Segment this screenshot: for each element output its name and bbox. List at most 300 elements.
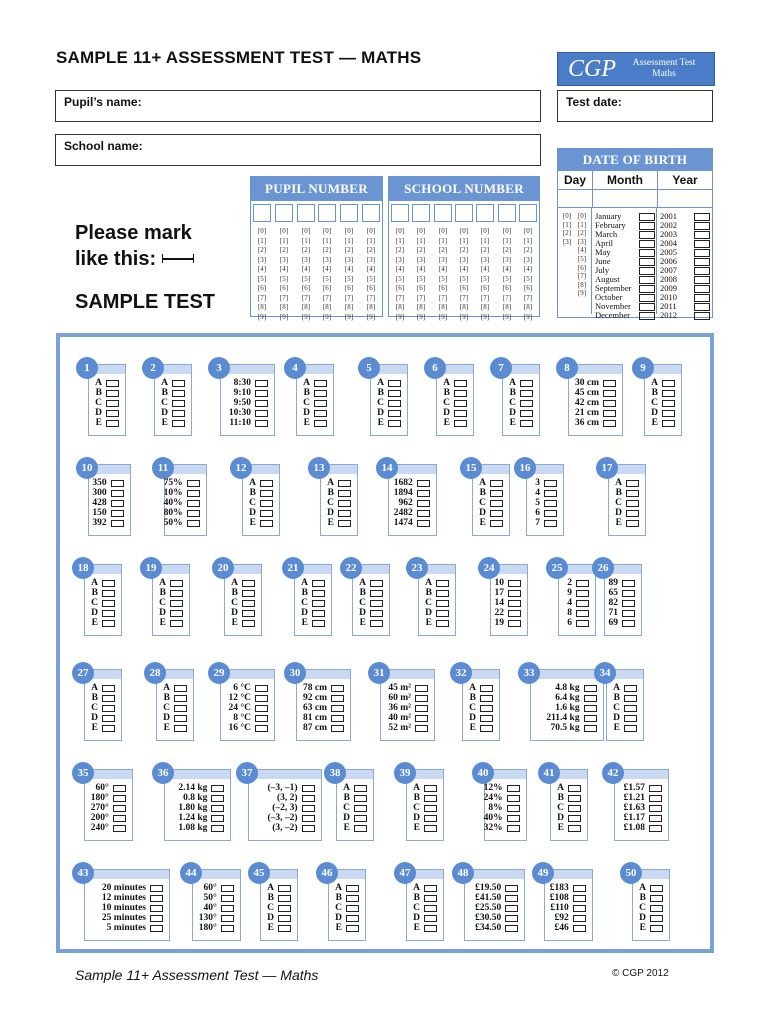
option-checkbox[interactable]	[490, 520, 503, 527]
answer-option[interactable]	[567, 598, 589, 608]
option-checkbox[interactable]	[338, 500, 351, 507]
digit-bubble[interactable]: [2]	[577, 229, 587, 238]
option-checkbox[interactable]	[314, 380, 327, 387]
answer-option[interactable]	[199, 923, 234, 933]
answer-option[interactable]	[335, 903, 359, 913]
number-entry-box[interactable]	[412, 204, 430, 222]
option-checkbox[interactable]	[424, 785, 437, 792]
option-checkbox[interactable]	[603, 400, 616, 407]
option-checkbox[interactable]	[255, 380, 268, 387]
digit-bubble[interactable]: [3]	[416, 255, 426, 264]
option-checkbox[interactable]	[603, 420, 616, 427]
digit-bubble[interactable]: [1]	[577, 220, 587, 229]
digit-bubble[interactable]: [1]	[459, 236, 469, 245]
option-checkbox[interactable]	[314, 410, 327, 417]
answer-option[interactable]	[359, 608, 383, 618]
digit-bubble[interactable]: [8]	[301, 303, 311, 311]
option-checkbox[interactable]	[424, 915, 437, 922]
answer-option[interactable]	[92, 488, 123, 498]
digit-bubble[interactable]: [9]	[416, 312, 426, 321]
option-checkbox[interactable]	[302, 785, 315, 792]
option-checkbox[interactable]	[424, 825, 437, 832]
option-checkbox[interactable]	[622, 580, 635, 587]
option-checkbox[interactable]	[255, 685, 268, 692]
digit-bubble[interactable]: [6]	[480, 284, 490, 292]
option-checkbox[interactable]	[260, 480, 273, 487]
option-checkbox[interactable]	[388, 380, 401, 387]
month-checkbox[interactable]	[639, 312, 655, 320]
option-checkbox[interactable]	[211, 815, 224, 822]
digit-bubble[interactable]: [2]	[459, 246, 469, 254]
year-checkbox[interactable]	[694, 222, 710, 230]
option-checkbox[interactable]	[622, 620, 635, 627]
digit-bubble[interactable]: [3]	[301, 255, 311, 264]
answer-option[interactable]	[159, 618, 183, 628]
answer-option[interactable]	[91, 783, 126, 793]
option-checkbox[interactable]	[454, 390, 467, 397]
option-checkbox[interactable]	[424, 805, 437, 812]
option-checkbox[interactable]	[622, 590, 635, 597]
digit-bubble[interactable]: [7]	[366, 293, 376, 302]
option-checkbox[interactable]	[424, 895, 437, 902]
option-checkbox[interactable]	[436, 620, 449, 627]
answer-option[interactable]	[303, 388, 327, 398]
option-checkbox[interactable]	[568, 815, 581, 822]
option-checkbox[interactable]	[662, 400, 675, 407]
answer-option[interactable]	[550, 893, 586, 903]
answer-option[interactable]	[301, 618, 325, 628]
digit-bubble[interactable]: [2]	[480, 246, 490, 254]
answer-option[interactable]	[163, 723, 187, 733]
answer-option[interactable]	[231, 578, 255, 588]
option-checkbox[interactable]	[508, 620, 521, 627]
answer-option[interactable]	[550, 883, 586, 893]
option-checkbox[interactable]	[507, 815, 520, 822]
option-checkbox[interactable]	[662, 390, 675, 397]
option-checkbox[interactable]	[424, 925, 437, 932]
digit-bubble[interactable]: [9]	[279, 312, 289, 321]
digit-bubble[interactable]: [0]	[344, 227, 354, 235]
answer-option[interactable]	[178, 793, 224, 803]
answer-option[interactable]	[495, 578, 522, 588]
digit-bubble[interactable]: [2]	[562, 229, 572, 238]
digit-bubble[interactable]: [8]	[279, 303, 289, 311]
answer-option[interactable]	[575, 408, 616, 418]
digit-bubble[interactable]: [2]	[301, 246, 311, 254]
answer-option[interactable]	[615, 478, 639, 488]
digit-bubble[interactable]: [0]	[279, 227, 289, 235]
digit-bubble[interactable]: [4]	[416, 265, 426, 273]
answer-option[interactable]	[535, 488, 557, 498]
digit-bubble[interactable]: [5]	[301, 274, 311, 283]
option-checkbox[interactable]	[573, 905, 586, 912]
digit-bubble[interactable]: [0]	[322, 227, 332, 235]
answer-option[interactable]	[228, 703, 268, 713]
answer-option[interactable]	[613, 683, 637, 693]
digit-bubble[interactable]: [6]	[279, 284, 289, 292]
answer-option[interactable]	[231, 608, 255, 618]
answer-option[interactable]	[267, 913, 291, 923]
month-checkbox[interactable]	[639, 249, 655, 257]
answer-option[interactable]	[199, 913, 234, 923]
option-checkbox[interactable]	[346, 885, 359, 892]
answer-option[interactable]	[546, 723, 596, 733]
answer-option[interactable]	[443, 398, 467, 408]
option-checkbox[interactable]	[102, 590, 115, 597]
answer-option[interactable]	[343, 783, 367, 793]
answer-option[interactable]	[163, 693, 187, 703]
answer-option[interactable]	[388, 713, 428, 723]
digit-bubble[interactable]: [1]	[502, 236, 512, 245]
answer-option[interactable]	[609, 588, 636, 598]
option-checkbox[interactable]	[211, 785, 224, 792]
option-checkbox[interactable]	[106, 380, 119, 387]
digit-bubble[interactable]: [7]	[301, 293, 311, 302]
answer-option[interactable]	[163, 683, 187, 693]
month-checkbox[interactable]	[639, 294, 655, 302]
answer-option[interactable]	[567, 618, 589, 628]
option-checkbox[interactable]	[649, 795, 662, 802]
digit-bubble[interactable]: [5]	[366, 274, 376, 283]
answer-option[interactable]	[228, 723, 268, 733]
answer-option[interactable]	[651, 398, 675, 408]
option-checkbox[interactable]	[507, 785, 520, 792]
answer-option[interactable]	[229, 418, 268, 428]
option-checkbox[interactable]	[338, 490, 351, 497]
answer-option[interactable]	[229, 398, 268, 408]
option-checkbox[interactable]	[626, 500, 639, 507]
answer-option[interactable]	[91, 618, 115, 628]
digit-bubble[interactable]: [5]	[438, 274, 448, 283]
option-checkbox[interactable]	[221, 925, 234, 932]
option-checkbox[interactable]	[544, 500, 557, 507]
digit-bubble[interactable]: [5]	[459, 274, 469, 283]
answer-option[interactable]	[267, 883, 291, 893]
answer-option[interactable]	[624, 823, 662, 833]
answer-option[interactable]	[359, 578, 383, 588]
option-checkbox[interactable]	[106, 390, 119, 397]
answer-option[interactable]	[267, 893, 291, 903]
number-entry-box[interactable]	[455, 204, 473, 222]
option-checkbox[interactable]	[111, 500, 124, 507]
answer-option[interactable]	[567, 578, 589, 588]
option-checkbox[interactable]	[576, 610, 589, 617]
number-entry-box[interactable]	[297, 204, 315, 222]
digit-bubble[interactable]: [3]	[523, 255, 533, 264]
option-checkbox[interactable]	[415, 695, 428, 702]
answer-option[interactable]	[159, 578, 183, 588]
digit-bubble[interactable]: [3]	[480, 255, 490, 264]
answer-option[interactable]	[164, 478, 200, 488]
answer-option[interactable]	[164, 498, 200, 508]
digit-bubble[interactable]: [9]	[395, 312, 405, 321]
digit-bubble[interactable]: [9]	[502, 312, 512, 321]
option-checkbox[interactable]	[174, 725, 187, 732]
option-checkbox[interactable]	[568, 785, 581, 792]
answer-option[interactable]	[303, 418, 327, 428]
answer-option[interactable]	[359, 588, 383, 598]
option-checkbox[interactable]	[650, 925, 663, 932]
digit-bubble[interactable]: [9]	[257, 312, 267, 321]
answer-option[interactable]	[479, 478, 503, 488]
digit-bubble[interactable]: [2]	[257, 246, 267, 254]
digit-bubble[interactable]: [6]	[322, 284, 332, 292]
option-checkbox[interactable]	[331, 695, 344, 702]
answer-option[interactable]	[303, 398, 327, 408]
digit-bubble[interactable]: [7]	[577, 272, 587, 281]
option-checkbox[interactable]	[568, 795, 581, 802]
number-entry-box[interactable]	[391, 204, 409, 222]
option-checkbox[interactable]	[584, 685, 597, 692]
option-checkbox[interactable]	[624, 725, 637, 732]
digit-bubble[interactable]: [5]	[257, 274, 267, 283]
answer-option[interactable]	[613, 703, 637, 713]
answer-option[interactable]	[469, 713, 493, 723]
option-checkbox[interactable]	[626, 520, 639, 527]
option-checkbox[interactable]	[622, 600, 635, 607]
answer-option[interactable]	[343, 803, 367, 813]
digit-bubble[interactable]: [2]	[344, 246, 354, 254]
answer-option[interactable]	[229, 408, 268, 418]
answer-option[interactable]	[164, 508, 200, 518]
option-checkbox[interactable]	[576, 600, 589, 607]
answer-option[interactable]	[91, 793, 126, 803]
option-checkbox[interactable]	[424, 905, 437, 912]
answer-option[interactable]	[327, 498, 351, 508]
digit-bubble[interactable]: [5]	[322, 274, 332, 283]
answer-option[interactable]	[469, 723, 493, 733]
answer-option[interactable]	[575, 398, 616, 408]
digit-bubble[interactable]: [7]	[279, 293, 289, 302]
option-checkbox[interactable]	[331, 685, 344, 692]
answer-option[interactable]	[388, 703, 428, 713]
option-checkbox[interactable]	[187, 510, 200, 517]
answer-option[interactable]	[575, 378, 616, 388]
option-checkbox[interactable]	[174, 685, 187, 692]
answer-option[interactable]	[651, 418, 675, 428]
answer-option[interactable]	[327, 488, 351, 498]
option-checkbox[interactable]	[255, 705, 268, 712]
answer-option[interactable]	[102, 913, 163, 923]
answer-option[interactable]	[92, 508, 123, 518]
answer-option[interactable]	[413, 923, 437, 933]
answer-option[interactable]	[509, 388, 533, 398]
answer-option[interactable]	[95, 408, 119, 418]
answer-option[interactable]	[425, 598, 449, 608]
option-checkbox[interactable]	[626, 490, 639, 497]
digit-bubble[interactable]: [6]	[395, 284, 405, 292]
answer-option[interactable]	[327, 508, 351, 518]
answer-option[interactable]	[377, 378, 401, 388]
option-checkbox[interactable]	[649, 825, 662, 832]
option-checkbox[interactable]	[172, 390, 185, 397]
digit-bubble[interactable]: [0]	[523, 227, 533, 235]
digit-bubble[interactable]: [7]	[502, 293, 512, 302]
option-checkbox[interactable]	[417, 500, 430, 507]
answer-option[interactable]	[163, 713, 187, 723]
option-checkbox[interactable]	[174, 715, 187, 722]
option-checkbox[interactable]	[346, 905, 359, 912]
option-checkbox[interactable]	[150, 905, 163, 912]
option-checkbox[interactable]	[102, 705, 115, 712]
digit-bubble[interactable]: [8]	[480, 303, 490, 311]
option-checkbox[interactable]	[436, 590, 449, 597]
answer-option[interactable]	[425, 608, 449, 618]
answer-option[interactable]	[443, 408, 467, 418]
answer-option[interactable]	[413, 893, 437, 903]
option-checkbox[interactable]	[260, 520, 273, 527]
option-checkbox[interactable]	[520, 380, 533, 387]
digit-bubble[interactable]: [7]	[344, 293, 354, 302]
option-checkbox[interactable]	[106, 410, 119, 417]
answer-option[interactable]	[469, 683, 493, 693]
option-checkbox[interactable]	[584, 715, 597, 722]
answer-option[interactable]	[495, 588, 522, 598]
digit-bubble[interactable]: [4]	[480, 265, 490, 273]
digit-bubble[interactable]: [7]	[523, 293, 533, 302]
digit-bubble[interactable]: [2]	[502, 246, 512, 254]
digit-bubble[interactable]: [7]	[395, 293, 405, 302]
digit-bubble[interactable]: [9]	[301, 312, 311, 321]
option-checkbox[interactable]	[584, 695, 597, 702]
answer-option[interactable]	[651, 388, 675, 398]
answer-option[interactable]	[335, 913, 359, 923]
option-checkbox[interactable]	[314, 390, 327, 397]
option-checkbox[interactable]	[150, 895, 163, 902]
option-checkbox[interactable]	[508, 580, 521, 587]
digit-bubble[interactable]: [5]	[577, 254, 587, 263]
year-checkbox[interactable]	[694, 276, 710, 284]
answer-option[interactable]	[413, 783, 437, 793]
answer-option[interactable]	[495, 608, 522, 618]
option-checkbox[interactable]	[544, 480, 557, 487]
answer-option[interactable]	[303, 693, 344, 703]
year-checkbox[interactable]	[694, 249, 710, 257]
option-checkbox[interactable]	[346, 925, 359, 932]
option-checkbox[interactable]	[221, 905, 234, 912]
digit-bubble[interactable]: [5]	[395, 274, 405, 283]
answer-option[interactable]	[92, 518, 123, 528]
digit-bubble[interactable]: [0]	[395, 227, 405, 235]
option-checkbox[interactable]	[221, 885, 234, 892]
option-checkbox[interactable]	[111, 490, 124, 497]
answer-option[interactable]	[102, 883, 163, 893]
month-checkbox[interactable]	[639, 258, 655, 266]
answer-option[interactable]	[443, 388, 467, 398]
answer-option[interactable]	[443, 418, 467, 428]
digit-bubble[interactable]: [9]	[438, 312, 448, 321]
answer-option[interactable]	[639, 913, 663, 923]
option-checkbox[interactable]	[576, 580, 589, 587]
answer-option[interactable]	[92, 478, 123, 488]
answer-option[interactable]	[615, 498, 639, 508]
digit-bubble[interactable]: [6]	[459, 284, 469, 292]
answer-option[interactable]	[91, 683, 115, 693]
answer-option[interactable]	[95, 388, 119, 398]
answer-option[interactable]	[301, 578, 325, 588]
option-checkbox[interactable]	[260, 490, 273, 497]
answer-option[interactable]	[199, 903, 234, 913]
digit-bubble[interactable]: [3]	[577, 237, 587, 246]
answer-option[interactable]	[178, 823, 224, 833]
answer-option[interactable]	[267, 923, 291, 933]
answer-option[interactable]	[102, 903, 163, 913]
option-checkbox[interactable]	[626, 510, 639, 517]
answer-option[interactable]	[624, 783, 662, 793]
option-checkbox[interactable]	[573, 925, 586, 932]
option-checkbox[interactable]	[507, 805, 520, 812]
answer-option[interactable]	[609, 608, 636, 618]
digit-bubble[interactable]: [1]	[416, 236, 426, 245]
option-checkbox[interactable]	[221, 915, 234, 922]
answer-option[interactable]	[609, 578, 636, 588]
answer-option[interactable]	[268, 793, 315, 803]
answer-option[interactable]	[546, 693, 596, 703]
digit-bubble[interactable]: [3]	[322, 255, 332, 264]
answer-option[interactable]	[495, 618, 522, 628]
digit-bubble[interactable]: [1]	[322, 236, 332, 245]
option-checkbox[interactable]	[172, 410, 185, 417]
option-checkbox[interactable]	[520, 410, 533, 417]
digit-bubble[interactable]: [6]	[257, 284, 267, 292]
option-checkbox[interactable]	[170, 590, 183, 597]
answer-option[interactable]	[479, 518, 503, 528]
month-checkbox[interactable]	[639, 213, 655, 221]
option-checkbox[interactable]	[255, 725, 268, 732]
option-checkbox[interactable]	[113, 825, 126, 832]
answer-option[interactable]	[268, 823, 315, 833]
answer-option[interactable]	[91, 803, 126, 813]
answer-option[interactable]	[475, 893, 518, 903]
digit-bubble[interactable]: [3]	[344, 255, 354, 264]
digit-bubble[interactable]: [8]	[366, 303, 376, 311]
option-checkbox[interactable]	[150, 915, 163, 922]
digit-bubble[interactable]: [3]	[395, 255, 405, 264]
option-checkbox[interactable]	[302, 825, 315, 832]
answer-option[interactable]	[425, 588, 449, 598]
option-checkbox[interactable]	[584, 725, 597, 732]
answer-option[interactable]	[624, 813, 662, 823]
option-checkbox[interactable]	[242, 620, 255, 627]
answer-option[interactable]	[609, 598, 636, 608]
answer-option[interactable]	[575, 388, 616, 398]
digit-bubble[interactable]: [5]	[523, 274, 533, 283]
answer-option[interactable]	[343, 813, 367, 823]
answer-option[interactable]	[231, 618, 255, 628]
digit-bubble[interactable]: [9]	[366, 312, 376, 321]
answer-option[interactable]	[377, 408, 401, 418]
answer-option[interactable]	[164, 518, 200, 528]
digit-bubble[interactable]: [2]	[395, 246, 405, 254]
digit-bubble[interactable]: [8]	[438, 303, 448, 311]
answer-option[interactable]	[301, 608, 325, 618]
number-entry-box[interactable]	[362, 204, 380, 222]
option-checkbox[interactable]	[302, 795, 315, 802]
test-date-field[interactable]	[557, 90, 713, 122]
option-checkbox[interactable]	[111, 520, 124, 527]
digit-bubble[interactable]: [3]	[366, 255, 376, 264]
digit-bubble[interactable]: [8]	[459, 303, 469, 311]
digit-bubble[interactable]: [7]	[322, 293, 332, 302]
digit-bubble[interactable]: [9]	[344, 312, 354, 321]
answer-option[interactable]	[303, 723, 344, 733]
option-checkbox[interactable]	[174, 705, 187, 712]
answer-option[interactable]	[159, 588, 183, 598]
option-checkbox[interactable]	[490, 510, 503, 517]
option-checkbox[interactable]	[354, 795, 367, 802]
option-checkbox[interactable]	[662, 380, 675, 387]
digit-bubble[interactable]: [2]	[438, 246, 448, 254]
